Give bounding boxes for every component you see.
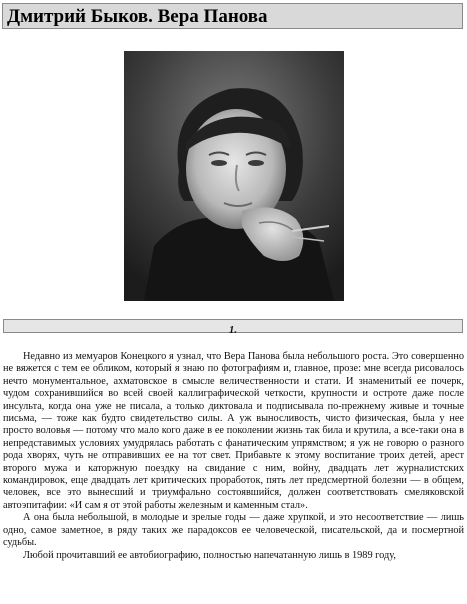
author-portrait [124, 51, 344, 301]
page-title: Дмитрий Быков. Вера Панова [7, 6, 268, 27]
paragraph: Любой прочитавший ее автобиографию, полностью напечатанную лишь в 1989 году, [23, 549, 396, 561]
portrait-photo-icon [124, 51, 344, 301]
paragraph: Недавно из мемуаров Конецкого я узнал, что Вера Панова была небольшого роста. Это совершенно не вяжется с тем ее обликом, который я знаю по фотографиям и, главное, прозе: мне всегда рисовалось нечто монументальное, ахматовское в смысле величественности и стати. И знаменитый ее почерк, чудом сохранившийся во всей своей каллиграфической четкости, крупности и остроте даже после инсульта, когда она уже не писала, а только диктовала и подписывала по-прежнему живые и точные письма, — тоже как будто свидетельство силы. А уж выносливость, чисто физическая, была у нее просто воловья — потому что мало кого даже в ее поколении жизнь так била и крутила, а все-таки она в непредставимых условиях умудрялась работать с фанатическим упрямством; я уж не говорю о разного рода хворях, чуть не отправивших ее на тот свет. Прибавьте к этому воспитание троих детей, арест второго мужа и каторжную поездку на свидание с ним, войну, двадцать лет журналистских командировок, еще двадцать лет критических проработок, пять лет предсмертной болезни — в общем, человек, все это вынесший и триумфально состоявшийся, должен соответствовать смеляковской автоэпитафии: «И сам я от этой работы железным и каменным стал». [3, 351, 464, 511]
title-bar [2, 3, 463, 29]
article-body [3, 351, 464, 562]
section-heading [3, 319, 463, 336]
section-number: 1. [228, 324, 238, 336]
paragraph: А она была небольшой, в молодые и зрелые годы — даже хрупкой, и это несоответствие — лишь одно, самое заметное, в ряду таких же парадоксов ее человеческой, писательской, да и посмертной судьбы. [3, 512, 464, 549]
